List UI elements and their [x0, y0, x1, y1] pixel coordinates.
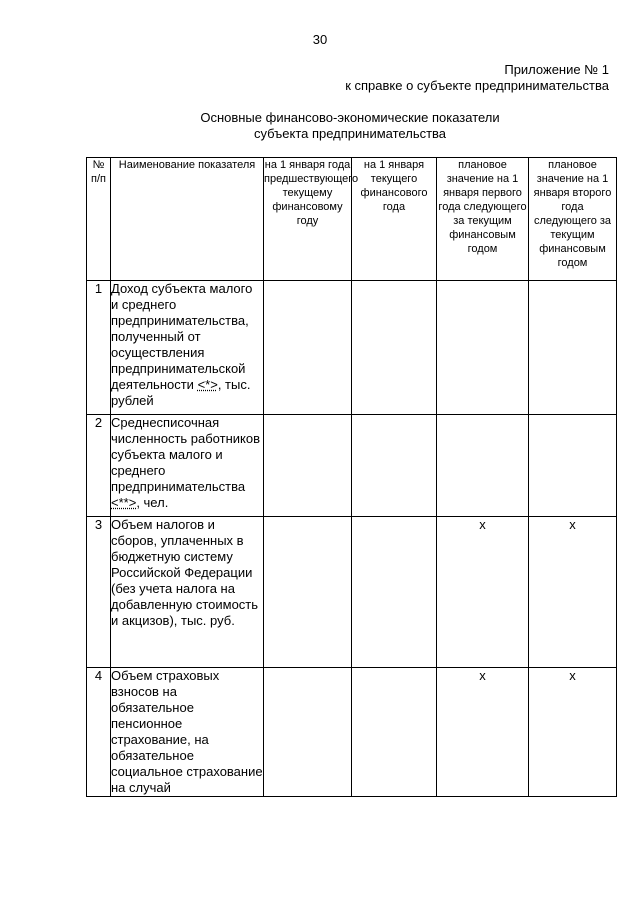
header-current-year: на 1 января текущего финансового года: [352, 158, 437, 281]
value-cell: x: [437, 517, 529, 668]
header-indicator-name: Наименование показателя: [111, 158, 264, 281]
row-number: 2: [87, 415, 111, 517]
appendix-line-1: Приложение № 1: [504, 62, 609, 77]
value-cell: [437, 281, 529, 415]
row-number: 4: [87, 668, 111, 797]
value-cell: [264, 415, 352, 517]
indicator-name-text: Объем страховых взносов на обязательное пенсионное страхование, на обязательное социальное страхование на случай: [111, 668, 263, 795]
indicators-table: [86, 157, 617, 797]
indicator-name: [111, 415, 264, 517]
indicator-name-text: Объем налогов и сборов, уплаченных в бюджетную систему Российской Федерации (без учета налога на добавленную стоимость и акцизов), тыс. руб.: [111, 517, 259, 628]
value-cell: [529, 281, 617, 415]
value-cell: [264, 668, 352, 797]
document-title-line-1: Основные финансово-экономические показатели: [200, 110, 500, 125]
indicator-name: [111, 668, 264, 797]
value-cell: [352, 415, 437, 517]
header-prev-year: на 1 января года предшествующего текущему финансовому году: [264, 158, 352, 281]
table-header-row: [87, 158, 617, 281]
row-number: 1: [87, 281, 111, 415]
indicator-name: [111, 517, 264, 668]
page-number: 30: [312, 32, 328, 47]
table-row: [87, 415, 617, 517]
appendix-line-2: к справке о субъекте предпринимательства: [345, 78, 609, 93]
value-cell: [264, 281, 352, 415]
value-cell: [264, 517, 352, 668]
footnote-link[interactable]: <*>: [197, 377, 218, 392]
value-cell: x: [437, 668, 529, 797]
value-cell: x: [529, 517, 617, 668]
value-cell: [352, 281, 437, 415]
appendix-header: [345, 62, 609, 94]
footnote-link[interactable]: <**>: [111, 495, 137, 510]
value-cell: [352, 517, 437, 668]
table-row: [87, 668, 617, 797]
header-plan-second-year: плановое значение на 1 января второго года следующего за текущим финансовым годом: [529, 158, 617, 281]
indicator-unit: , чел.: [136, 495, 169, 510]
value-cell: [352, 668, 437, 797]
table-row: [87, 281, 617, 415]
row-number: 3: [87, 517, 111, 668]
table-row: [87, 517, 617, 668]
header-plan-first-year: плановое значение на 1 января первого года следующего за текущим финансовым годом: [437, 158, 529, 281]
value-cell: [437, 415, 529, 517]
indicator-name-text: Доход субъекта малого и среднего предпринимательства, полученный от осуществления предпринимательской деятельности: [111, 281, 253, 392]
indicator-name: [111, 281, 264, 415]
indicator-unit: , тыс. рублей: [111, 377, 251, 408]
indicator-name-text: Среднесписочная численность работников субъекта малого и среднего предпринимательства: [111, 415, 260, 494]
value-cell: [529, 415, 617, 517]
header-number: № п/п: [87, 158, 111, 281]
value-cell: x: [529, 668, 617, 797]
document-title: [0, 110, 640, 142]
document-title-line-2: субъекта предпринимательства: [253, 126, 447, 141]
